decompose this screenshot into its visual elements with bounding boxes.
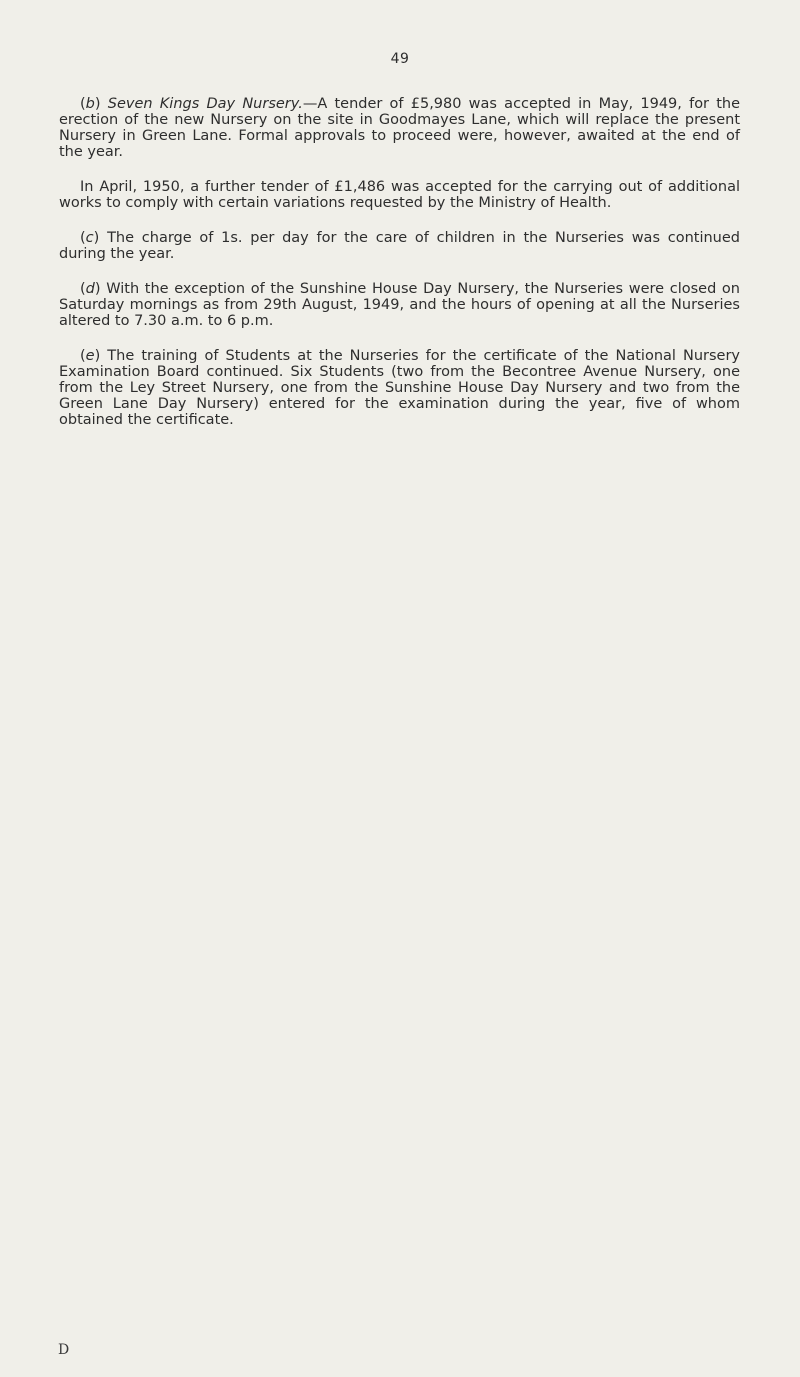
paragraph-c-marker-close: ) [93, 230, 100, 246]
paragraph-b-marker-open: ( [80, 96, 86, 112]
paragraph-b-continued [59, 179, 740, 211]
page-number: 49 [390, 51, 410, 67]
paragraph-c-text: The charge of 1s. per day for the care of children in the Nurseries was continued during the year. [59, 230, 740, 262]
paragraph-d-letter: d [85, 281, 95, 297]
paragraph-c [59, 230, 740, 262]
paragraph-b-continued-text: In April, 1950, a further tender of £1,486 was accepted for the carrying out of additional works to comply with certain variations requested by the Ministry of Health. [59, 179, 740, 211]
paragraph-d [59, 281, 740, 329]
paragraph-c-marker-open: ( [80, 230, 86, 246]
paragraph-d-marker-open: ( [80, 281, 86, 297]
paragraph-d-marker-close: ) [94, 281, 101, 297]
paragraph-b-text: —A tender of £5,980 was accepted in May, 1949, for the erection of the new Nursery on the site in Goodmayes Lane, which will replace the present Nursery in Green Lane. Formal approvals to proceed were, however, awaited at the end of the year. [59, 96, 741, 160]
paragraph-e-marker-open: ( [80, 348, 86, 364]
paragraph-e-letter: e [85, 348, 95, 364]
paragraph-c-letter: c [85, 230, 94, 246]
paragraph-b [59, 96, 740, 160]
document-body [59, 96, 740, 447]
paragraph-d-text: With the exception of the Sunshine House Day Nursery, the Nurseries were closed on Saturday mornings as from 29th August, 1949, and the hours of opening at all the Nurseries altered to 7.30 a.m. to 6 p.m. [59, 281, 740, 329]
paragraph-e-text: The training of Students at the Nurseries for the certificate of the National Nursery Examination Board continued. Six Students (two from the Becontree Avenue Nursery, one from the Ley Street Nursery, one from the Sunshine House Day Nursery and two from the Green Lane Day Nursery) entered for the examination during the year, five of whom obtained the certificate. [59, 348, 740, 428]
paragraph-b-heading: Seven Kings Day Nursery. [107, 96, 303, 112]
footer-signature-mark: D [58, 1342, 70, 1358]
paragraph-e [59, 348, 740, 428]
paragraph-b-marker-close: ) [94, 96, 101, 112]
paragraph-e-marker-close: ) [94, 348, 101, 364]
paragraph-b-letter: b [85, 96, 95, 112]
